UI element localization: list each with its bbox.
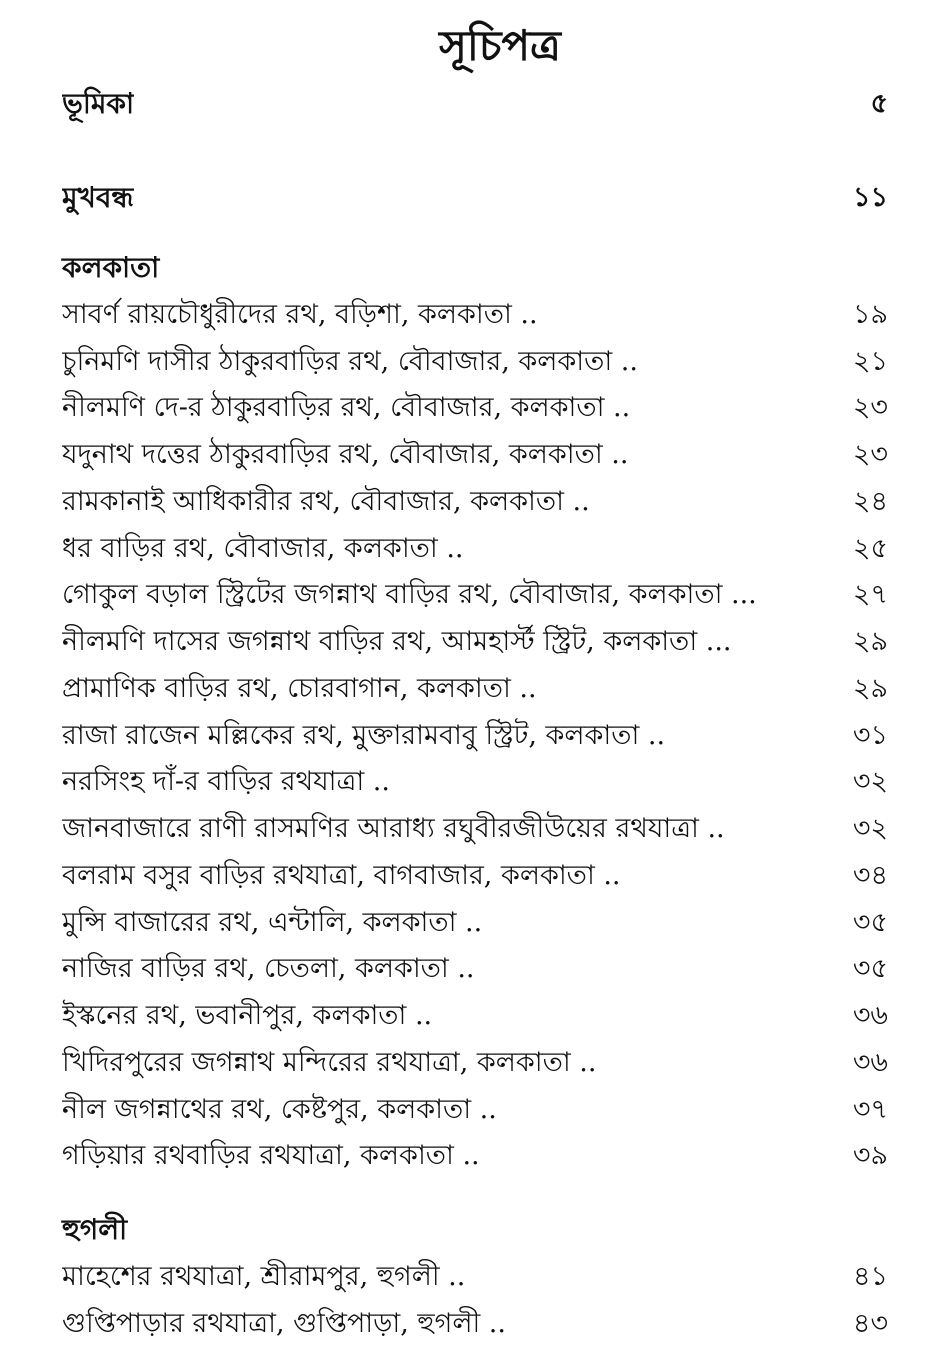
toc-entry[interactable] bbox=[62, 854, 888, 898]
section-heading-hooghly: হুগলী bbox=[62, 1213, 128, 1246]
toc-entry-title: নরসিংহ দাঁ-র বাড়ির রথযাত্রা .. bbox=[62, 766, 390, 797]
toc-entry[interactable] bbox=[62, 1255, 888, 1299]
toc-entry-page: ৩৫ bbox=[852, 907, 888, 938]
toc-entry-page: ১১ bbox=[852, 182, 888, 213]
toc-entry[interactable] bbox=[62, 807, 888, 851]
toc-entry-title: নীল জগন্নাথের রথ, কেষ্টপুর, কলকাতা .. bbox=[62, 1094, 497, 1125]
toc-entry-title: রাজা রাজেন মল্লিকের রথ, মুক্তারামবাবু স্ট্রিট, কলকাতা .. bbox=[62, 720, 666, 751]
toc-entry-title: নীলমণি দাসের জগন্নাথ বাড়ির রথ, আমহার্স্ট স্ট্রিট, কলকাতা ... bbox=[62, 626, 732, 657]
toc-entry-page: ৩১ bbox=[852, 720, 888, 751]
toc-entry-title: মুখবন্ধ bbox=[62, 181, 134, 214]
toc-entry-page: ৪১ bbox=[852, 1261, 888, 1292]
toc-entry-page: ৩২ bbox=[852, 766, 888, 797]
toc-entry-page: ২৪ bbox=[852, 486, 888, 517]
toc-entry-page: ২৩ bbox=[852, 439, 888, 470]
toc-entry[interactable] bbox=[62, 994, 888, 1038]
toc-entry-title: সাবর্ণ রায়চৌধুরীদের রথ, বড়িশা, কলকাতা .. bbox=[62, 299, 538, 330]
toc-entry[interactable] bbox=[62, 1302, 888, 1346]
toc-entry-preface[interactable] bbox=[62, 82, 888, 126]
toc-entry-page: ২৭ bbox=[852, 579, 888, 610]
toc-entry-page: ৩৪ bbox=[852, 860, 888, 891]
toc-entry-page: ৩৫ bbox=[852, 953, 888, 984]
toc-entry-page: ৩২ bbox=[852, 813, 888, 844]
toc-entry[interactable] bbox=[62, 620, 888, 664]
toc-entry-page: ২৩ bbox=[852, 392, 888, 423]
toc-entry-title: নাজির বাড়ির রথ, চেতলা, কলকাতা .. bbox=[62, 953, 475, 984]
toc-entry-title: গড়িয়ার রথবাড়ির রথযাত্রা, কলকাতা .. bbox=[62, 1140, 480, 1171]
toc-entry[interactable] bbox=[62, 1041, 888, 1085]
toc-entry-title: রামকানাই আধিকারীর রথ, বৌবাজার, কলকাতা .. bbox=[62, 486, 590, 517]
toc-entry[interactable] bbox=[62, 340, 888, 384]
toc-entry[interactable] bbox=[62, 947, 888, 991]
toc-entry-page: ৩৬ bbox=[852, 1047, 888, 1078]
toc-entry-title: বলরাম বসুর বাড়ির রথযাত্রা, বাগবাজার, কলকাতা .. bbox=[62, 860, 621, 891]
section-heading-kolkata: কলকাতা bbox=[62, 251, 160, 284]
toc-entry-page: ৩৭ bbox=[852, 1094, 888, 1125]
toc-entry[interactable] bbox=[62, 293, 888, 337]
toc-entry[interactable] bbox=[62, 386, 888, 430]
toc-entry[interactable] bbox=[62, 1088, 888, 1132]
toc-entry-title: চুনিমণি দাসীর ঠাকুরবাড়ির রথ, বৌবাজার, কলকাতা .. bbox=[62, 346, 638, 377]
toc-entry[interactable] bbox=[62, 573, 888, 617]
toc-entry-title: ইস্কনের রথ, ভবানীপুর, কলকাতা .. bbox=[62, 1000, 433, 1031]
toc-entry-title: যদুনাথ দত্তের ঠাকুরবাড়ির রথ, বৌবাজার, কলকাতা .. bbox=[62, 439, 629, 470]
toc-entry[interactable] bbox=[62, 480, 888, 524]
toc-entry-page: ৩৬ bbox=[852, 1000, 888, 1031]
toc-entry-title: গোকুল বড়াল স্ট্রিটের জগন্নাথ বাড়ির রথ, বৌবাজার, কলকাতা ... bbox=[62, 579, 757, 610]
toc-entry-page: ২৯ bbox=[852, 626, 888, 657]
toc-entry[interactable] bbox=[62, 714, 888, 758]
toc-entry-title: জানবাজারে রাণী রাসমণির আরাধ্য রঘুবীরজীউয়ের রথযাত্রা .. bbox=[62, 813, 725, 844]
toc-entry[interactable] bbox=[62, 433, 888, 477]
toc-entry-page: ২১ bbox=[852, 346, 888, 377]
toc-entry-title: মাহেশের রথযাত্রা, শ্রীরামপুর, হুগলী .. bbox=[62, 1261, 466, 1292]
toc-entry-title: নীলমণি দে-র ঠাকুরবাড়ির রথ, বৌবাজার, কলকাতা .. bbox=[62, 392, 631, 423]
toc-entry-page: ৪৩ bbox=[852, 1308, 888, 1339]
toc-entry-title: ধর বাড়ির রথ, বৌবাজার, কলকাতা .. bbox=[62, 533, 464, 564]
toc-entry-title: প্রামাণিক বাড়ির রথ, চোরবাগান, কলকাতা .. bbox=[62, 673, 537, 704]
toc-entry[interactable] bbox=[62, 760, 888, 804]
toc-entry-page: ২৫ bbox=[852, 533, 888, 564]
toc-entry-title: মুন্সি বাজারের রথ, এন্টালি, কলকাতা .. bbox=[62, 907, 483, 938]
toc-entry[interactable] bbox=[62, 901, 888, 945]
toc-entry-title: খিদিরপুরের জগন্নাথ মন্দিরের রথযাত্রা, কলকাতা .. bbox=[62, 1047, 597, 1078]
toc-entry-page: ২৯ bbox=[852, 673, 888, 704]
page-title: সূচিপত্র bbox=[439, 21, 561, 70]
toc-entry-foreword[interactable] bbox=[62, 176, 888, 220]
toc-entry-page: ১৯ bbox=[852, 299, 888, 330]
toc-entry[interactable] bbox=[62, 667, 888, 711]
toc-entry[interactable] bbox=[62, 527, 888, 571]
toc-entry-title: গুপ্তিপাড়ার রথযাত্রা, গুপ্তিপাড়া, হুগলী .. bbox=[62, 1308, 506, 1339]
toc-entry-page: ৩৯ bbox=[852, 1140, 888, 1171]
toc-entry-page: ৫ bbox=[870, 88, 888, 119]
toc-entry-title: ভূমিকা bbox=[62, 87, 135, 120]
toc-entry[interactable] bbox=[62, 1134, 888, 1178]
